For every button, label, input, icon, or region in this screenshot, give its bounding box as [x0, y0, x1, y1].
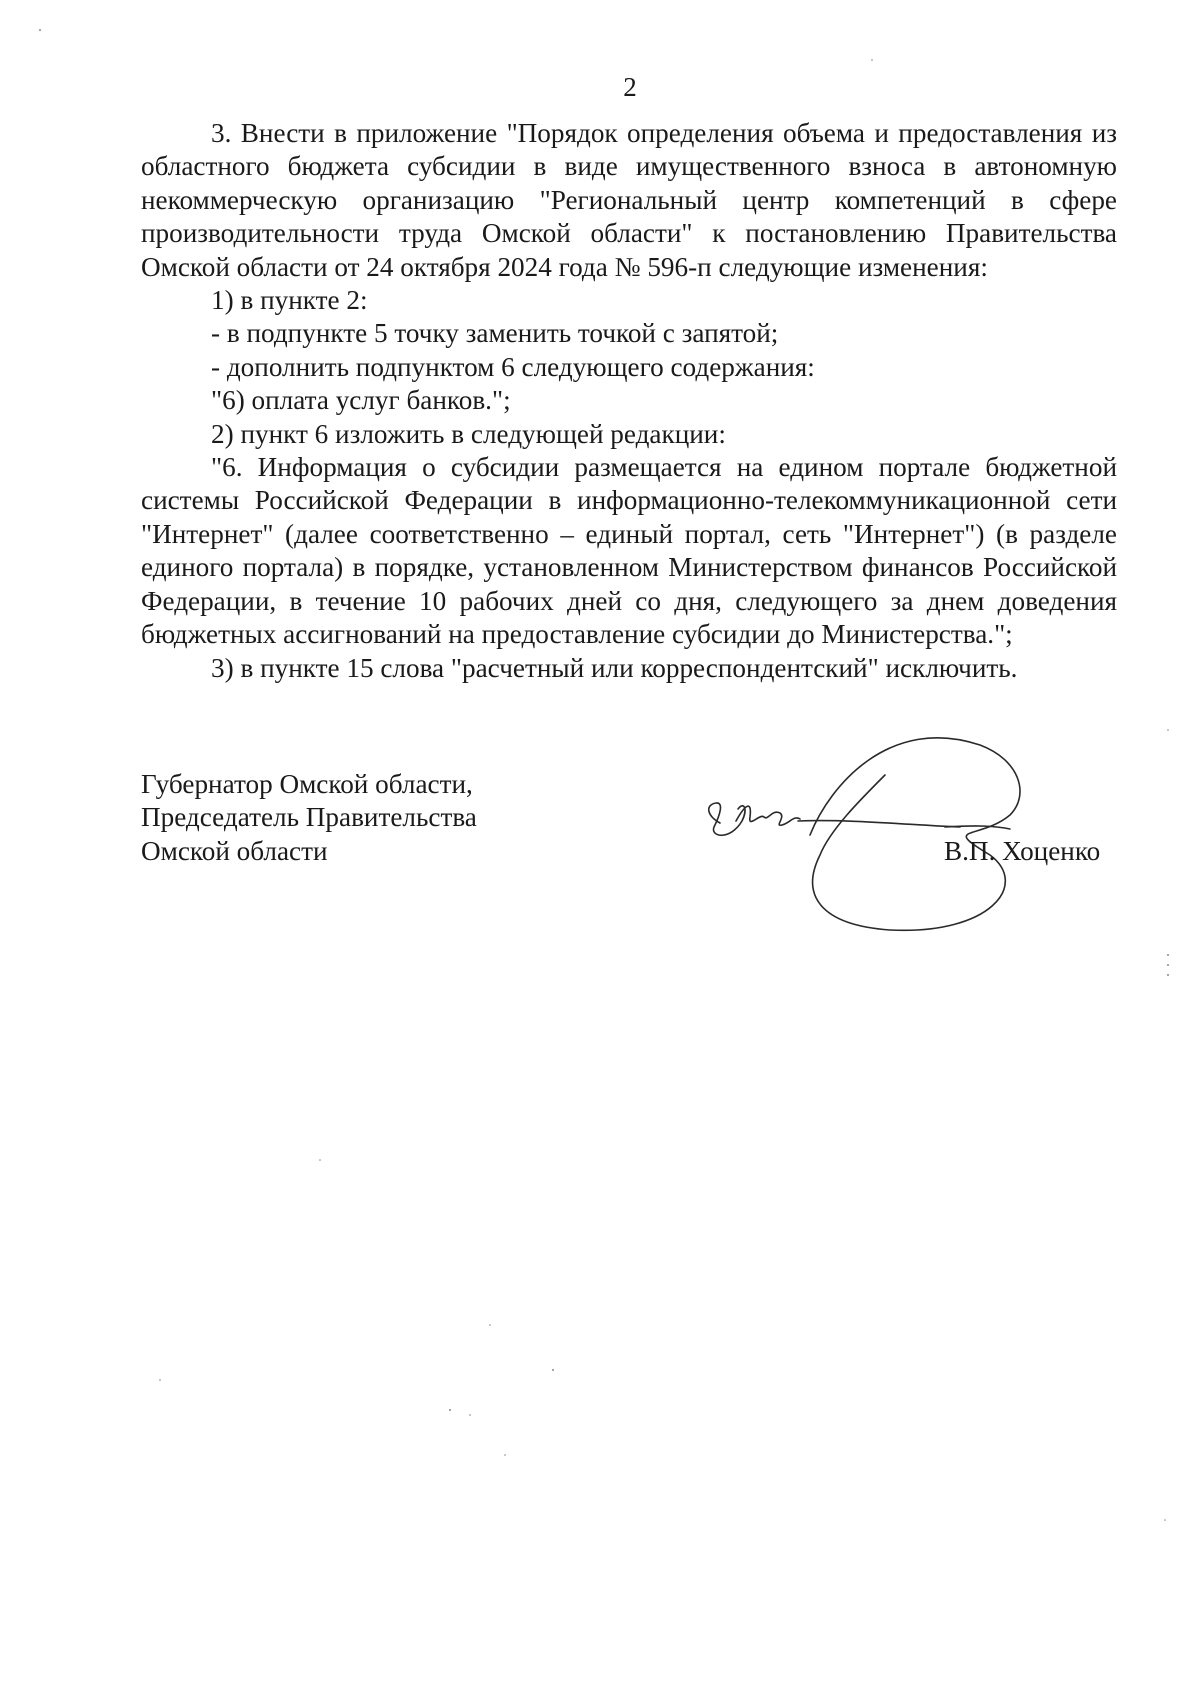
signatory-title-line-1: Губернатор Омской области,	[141, 769, 473, 799]
signatory-name: В.П. Хоценко	[944, 836, 1101, 866]
signatory-title-line-3: Омской области	[141, 835, 328, 866]
subitem-3: 3) в пункте 15 слова "расчетный или корреспондентский" исключить.	[211, 652, 1018, 683]
signatory-title-line-2: Председатель Правительства	[141, 802, 477, 833]
paragraph-item-3: 3. Внести в приложение "Порядок определения объема и предоставления из областного бюджета субсидии в виде имущественного взноса в автономную некоммерческую организацию "Региональный центр компетенций в сфере производительности труда Омской области" к постановлению Правительства Омской области от 24 октября 2024 года № 596-п следующие изменения:	[141, 118, 1117, 282]
subitem-1-dash-1: - в подпункте 5 точку заменить точкой с запятой;	[211, 318, 779, 349]
subitem-2: 2) пункт 6 изложить в следующей редакции:	[211, 418, 726, 449]
page-number: 2	[623, 72, 637, 102]
subitem-2-quote: "6. Информация о субсидии размещается на едином портале бюджетной системы Российской Федерации в информационно-телекоммуникационной сети "Интернет" (далее соответственно – единый портал, сеть "Интернет") (в разделе единого портала) в порядке, установленном Министерством финансов Российской Федерации, в течение 10 рабочих дней со дня, следующего за днем доведения бюджетных ассигнований на предоставление субсидии до Министерства.";	[141, 452, 1117, 650]
subitem-1: 1) в пункте 2:	[211, 285, 368, 316]
subitem-1-dash-2: - дополнить подпунктом 6 следующего содержания:	[211, 351, 815, 382]
subitem-1-quote: "6) оплата услуг банков.";	[211, 385, 511, 416]
